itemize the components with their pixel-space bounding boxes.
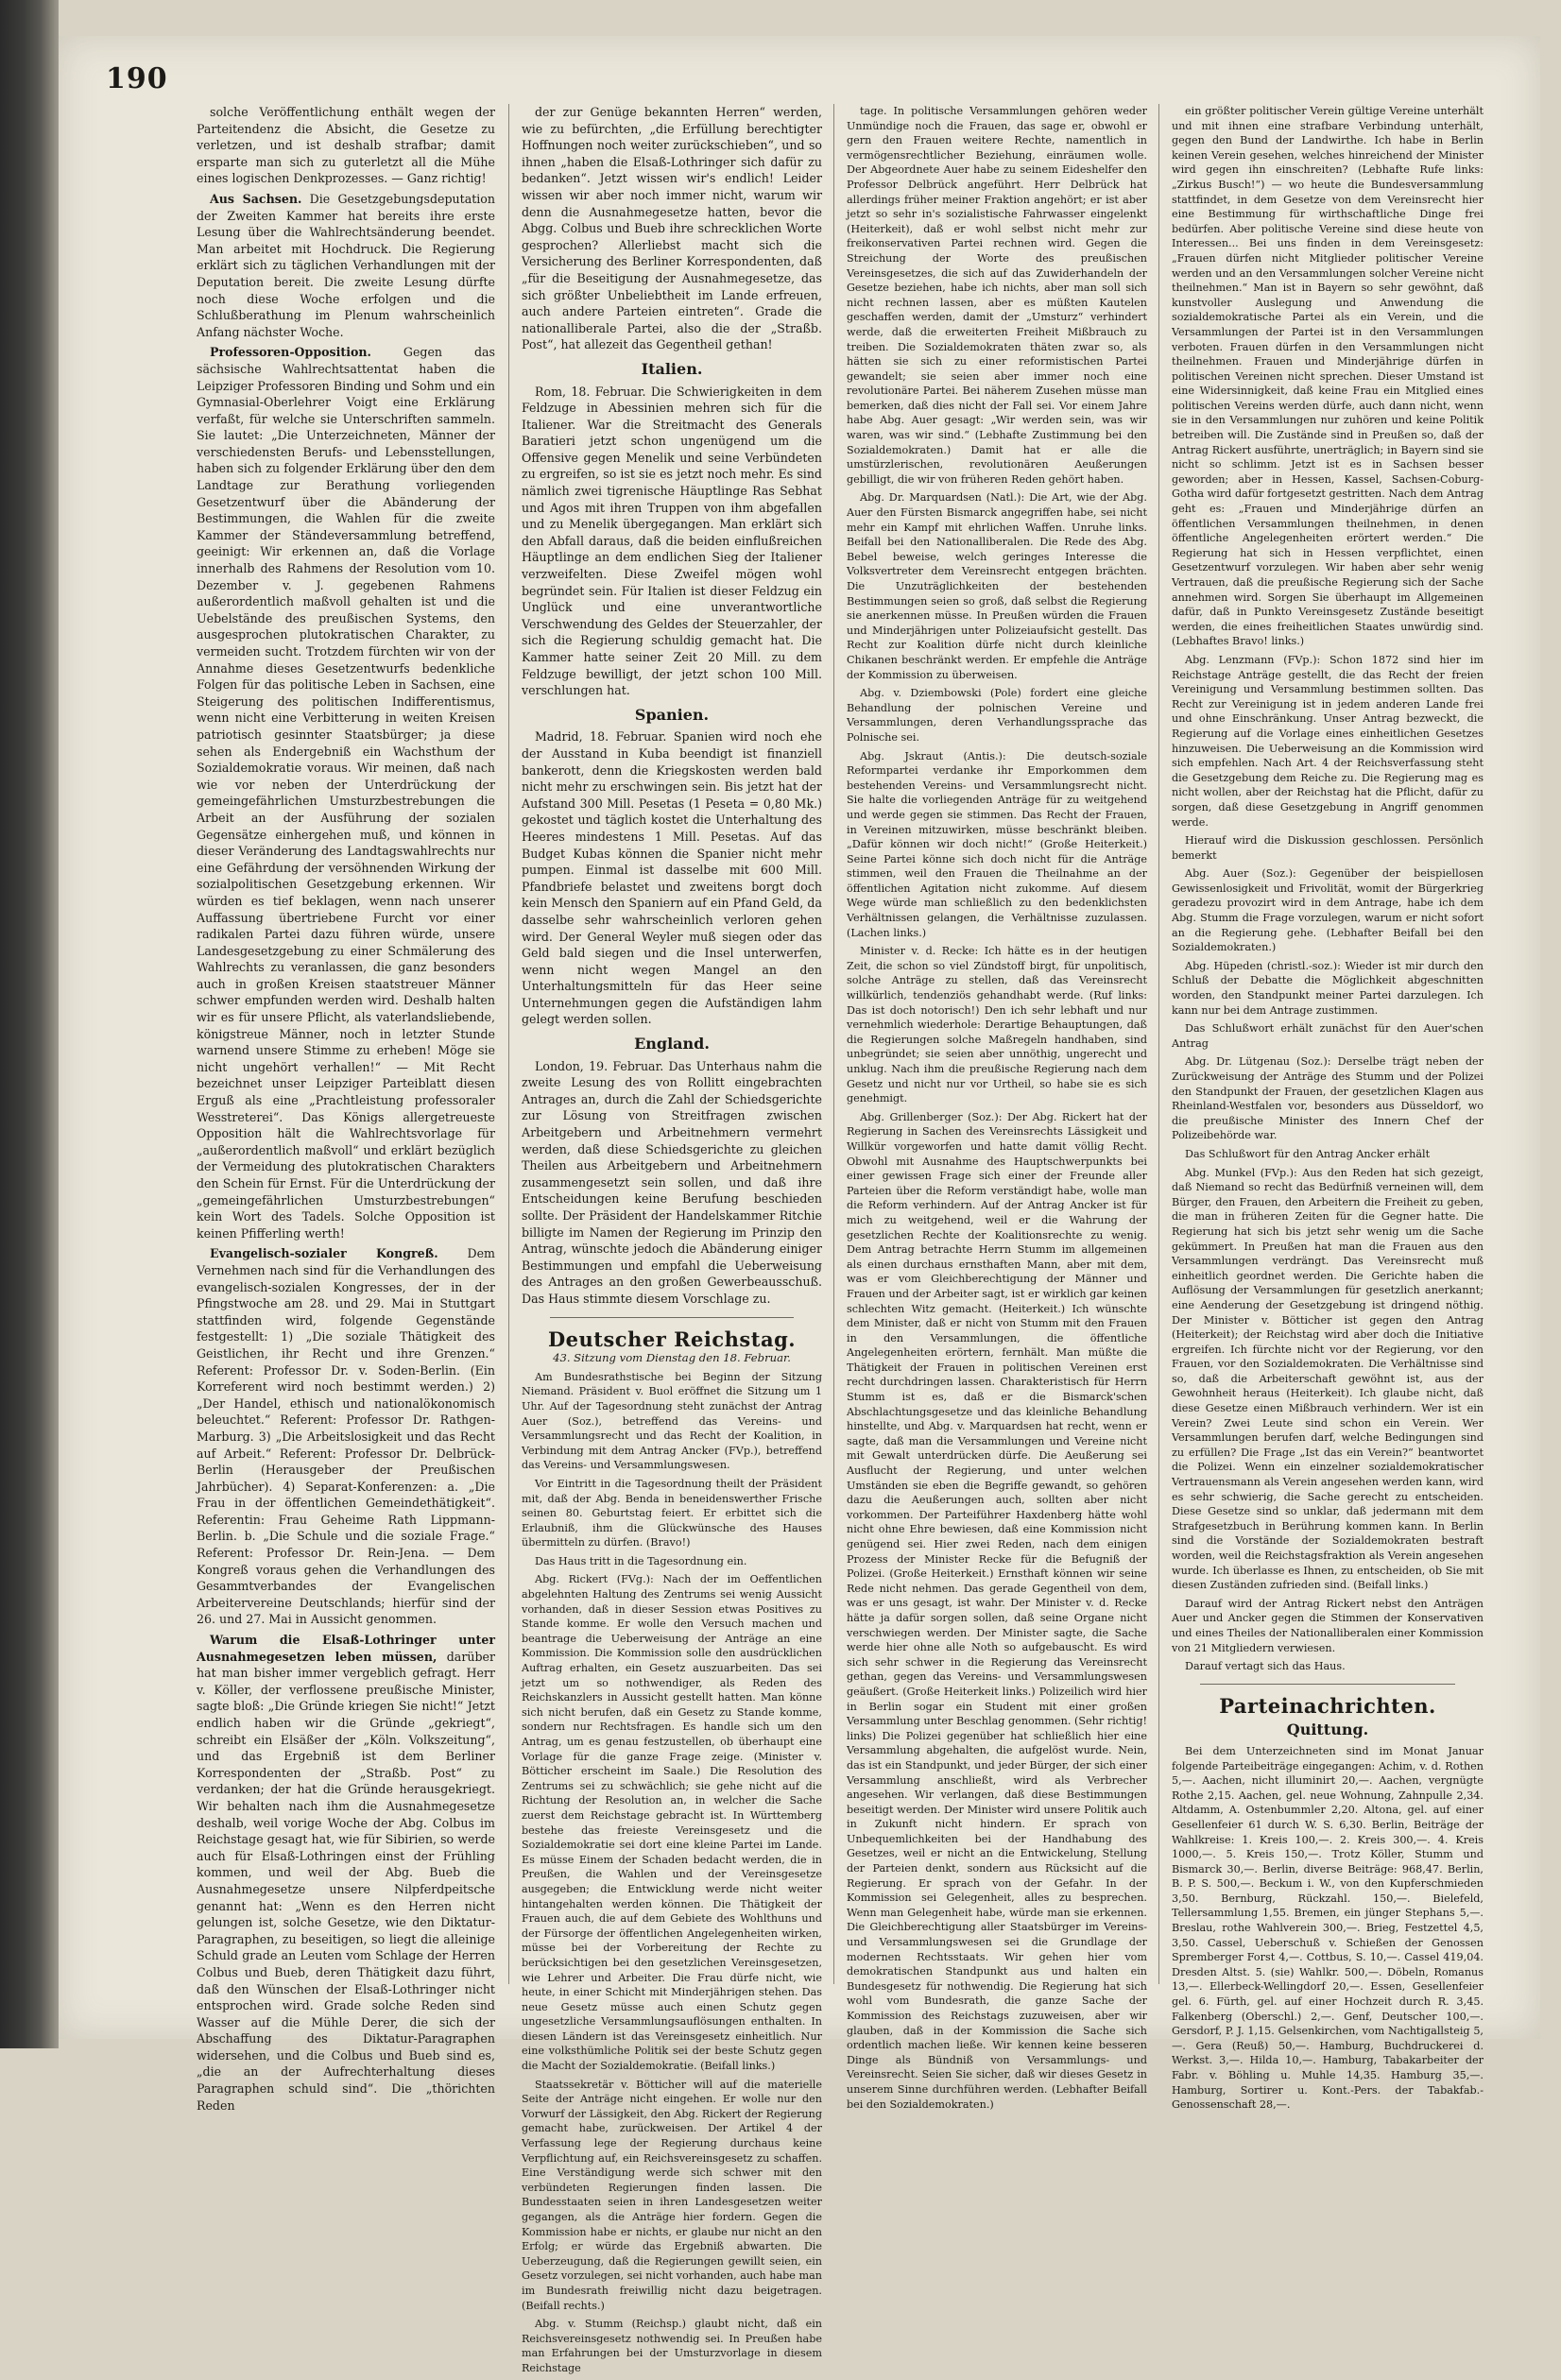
report-text: Abg. v. Stumm (Reichsp.) glaubt nicht, daß ein Reichsvereinsgesetz nothwendig sei. In Preußen habe man Erfahrungen bei der Umsturzvorlage in diesem Reichstage [522, 2318, 822, 2374]
report-text: Vor Eintritt in die Tagesordnung theilt der Präsident mit, daß der Abg. Benda in beneidenswerther Frische seinen 80. Geburtstag feiert. Er erbittet sich die Erlaubniß, ihm die Glückwünsche des Hauses übermitteln zu dürfen. (Bravo!) [522, 1477, 822, 1550]
article [197, 1245, 495, 1628]
column-rule [508, 104, 509, 1984]
report-text: Abg. Grillenberger (Soz.): Der Abg. Rickert hat der Regierung in Sachen des Vereinsrechts Lässigkeit und Willkür vorgeworfen und hatte damit völlig Recht. Obwohl mit Ausnahme des Hauptschwerpunkts bei einer gewissen Frage sich einer der Freunde aller Parteien über die Reform verständigt habe, wolle man die Reform verhindern. Auf der Antrag Ancker ist für mich zu weitgehend, weil er die Wahrung der gesetzlichen Rechte der Koalitionsrechte zu wenig. Dem Antrag betrachte Herrn Stumm im allgemeinen als einen durchaus ernsthaften Mann, aber mit dem, was er vom Gleichberechtigung der Männer und Frauen und der Arbeiter sagt, ist er wirklich gar keinen schlechten Witz gemacht. (Heiterkeit.) Ich wünschte dem Minister, daß er nicht von Stumm mit den Frauen in den Versammlungen, die öffentliche Angelegenheiten erörtern, fernhält. Man müßte die Thätigkeit der Frauen in politischen Vereinen erst recht durchdringen lassen. Charakteristisch für Herrn Stumm ist es, daß er die Bismarck'schen Abschlachtungsgesetze und das kleinliche Behandlung hinstellte, und Abg. v. Marquardsen hat recht, wenn er sagte, daß man die Versammlungen und Vereine nicht mit Gewalt unterdrücken dürfe. Die Aeußerung sei Ausflucht der Regierung, und unter welchen Umständen sie eben die Begriffe gewandt, so gehören dazu die Aeußerungen auch, sollten aber nicht vorkommen. Der Parteiführer Haxdenberg hätte wohl nicht ohne Ehre bewiesen, daß eine Kommission nicht genügend sei. Hier zwei Reden, nach dem einigen Prozess der Minister Recke für die Befugniß der Polizei. (Große Heiterkeit.) Ernsthaft können wir seine Rede nicht nehmen. Das gerade Gegentheil von dem, was er uns gesagt, ist wahr. Der Minister v. d. Recke hätte ja dafür sorgen sollen, daß seine Organe nicht verschwiegen werden. Der Minister sagte, die Sache werde hier ohne alle Noth so aufgebauscht. Es wird sich sehr schwer in die Regierung das Vereinsrecht gethan, gegen das Vereins- und Versammlungswesen geäußert. (Große Heiterkeit links.) Polizeilich wird hier in Berlin sogar ein Student mit einer großen Versammlung unter Beschlag genommen. (Sehr richtig! links) Die Polizei gegenüber hat schließlich hier eine Versammlung abgehalten, die aufgelöst wurde. Nein, das ist ein Standpunkt, und jeder Bürger, der sich einer Versammlung anschließt, wird als Verbrecher angesehen. Wir verlangen, daß diese Bestimmungen beseitigt werden. Der Minister wird unsere Politik auch in Zukunft nicht hindern. Er sprach von Unbequemlichkeiten bei der Handhabung des Gesetzes, weil er nicht an die Entwickelung, Stellung der Parteien denkt, sondern aus Rücksicht auf die Regierung. Er sprach von der Gefahr. In der Kommission sei Gelegenheit, alles zu besprechen. Wenn man Gelegenheit habe, würde man sie erkennen. Die Gleichberechtigung aller Staatsbürger im Vereins- und Versammlungswesen sei die Grundlage der modernen Rechtsstaats. Wir gehen hier vom demokratischen Standpunkt aus und halten ein Bundesgesetz für nothwendig. Die Regierung hat sich wohl vom Bundesrath, die ganze Sache der Kommission des Reichstags zuzuweisen, aber wir glauben, daß in der Kommission die Sache sich ordentlich machen ließe. Wir kennen keine besseren Dinge als Bündniß von Versammlungs- und Vereinsrecht. Seien Sie sicher, daß wir dieses Gesetz in unserem Sinne durchführen werden. (Lebhafter Beifall bei den Sozialdemokraten.) [847, 1110, 1147, 2111]
book-binding [0, 0, 59, 2048]
report-text: Darauf vertagt sich das Haus. [1185, 1660, 1346, 1673]
report-text: Das Haus tritt in die Tagesordnung ein. [535, 1554, 747, 1567]
section-divider [1200, 1684, 1455, 1685]
page-number: 190 [106, 62, 168, 95]
report-text: Das Schlußwort erhält zunächst für den Auer'schen Antrag [1172, 1022, 1484, 1050]
column-3 [847, 104, 1147, 2115]
article [197, 191, 495, 340]
report-text: Das Schlußwort für den Antrag Ancker erhält [1185, 1147, 1431, 1160]
article-heading: Warum die Elsaß-Lothringer unter Ausnahmegesetzen leben müssen, [197, 1633, 495, 1664]
article-heading: Aus Sachsen. [210, 191, 302, 206]
section-heading-italien: Italien. [641, 359, 703, 378]
article-heading: Professoren-Opposition. [210, 345, 371, 360]
article-text: solche Veröffentlichung enthält wegen der Parteitendenz die Absicht, die Gesetze zu verletzen, und ist deshalb strafbar; damit ersparte man sich zu guterletzt all die Mühe eines logischen Denkprozesses. — Ganz richtig! [197, 105, 495, 186]
article [197, 344, 495, 1241]
session-line: 43. Sitzung vom Dienstag den 18. Februar. [553, 1351, 791, 1365]
report-text: Abg. Munkel (FVp.): Aus den Reden hat sich gezeigt, daß Niemand so recht das Bedürfniß verneinen will, dem Bürger, den Frauen, den Arbeitern die Freiheit zu geben, die man in früheren Zeiten für die Gegner hatte. Die Regierung hat sich bis jetzt sehr wenig um die Sache gekümmert. In Preußen hat man die Frauen aus den Versammlungen verdrängt. Das Vereinsrecht muß einheitlich geordnet werden. Die Gerichte haben die Auflösung der Versammlungen für gesetzlich anerkannt; eine Aenderung der Gesetzgebung ist dringend nöthig. Der Minister v. Bötticher ist gegen den Antrag (Heiterkeit); der Reichstag wird aber doch die Initiative ergreifen. Ich fürchte nicht vor der Regierung, vor den Frauen, vor den Sozialdemokraten. Die Verhältnisse sind so, daß die Arbeiterschaft gewöhnt ist, aus der Gewohnheit heraus (Heiterkeit). Ich glaube nicht, daß diese Gesetze einen Mißbrauch verhindern. Wer ist ein Verein? Zwei Leute sind schon ein Verein. Wer Versammlungen berufen darf, welche Bedingungen sind zu erfüllen? Die Frage „Ist das ein Verein?“ beantwortet die Polizei. Wenn ein einzelner sozialdemokratischer Vertrauensmann als Verein angesehen werden kann, wird es sehr schwierig, die Sache gerecht zu entscheiden. Diese Gesetze sind so unklar, daß jedermann mit dem Strafgesetzbuch in Berührung kommen kann. In Berlin sind die Vorstände der Sozialdemokraten bestraft worden, weil die Reichstagsfraktion als Verein angesehen wurde. Ich überlasse es Ihnen, zu entscheiden, ob Sie mit diesen Zuständen zufrieden sind. (Beifall links.) [1172, 1166, 1484, 1592]
article [197, 1632, 495, 2114]
section-heading-england: England. [634, 1035, 710, 1053]
column-rule [1158, 104, 1159, 1984]
column-1 [197, 104, 495, 2117]
report-text: Hierauf wird die Diskussion geschlossen. Persönlich bemerkt [1172, 834, 1484, 862]
receipt-title: Quittung. [1286, 1721, 1369, 1739]
column-rule [833, 104, 834, 1984]
report-text: ein größter politischer Verein gültige Vereine unterhält und mit ihnen eine strafbare Verbindung unterhält, gegen den Bund der Landwirthe. Ich habe in Berlin keinen Verein gesehen, welches hinreichend der Minister wird gegen ihn einschreiten? (Lebhafte Rufe links: „Zirkus Busch!“) — wo heute die Bundesversammlung stattfindet, in dem Gesetze von dem Vereinsrecht hier eine Bestimmung für wirthschaftliche Dinge frei bedürfen. Aber politische Vereine sind diese heute von Interessen... Bei uns finden in dem Vereinsgesetz: „Frauen dürfen nicht Mitglieder politischer Vereine werden und an den Versammlungen solcher Vereine nicht theilnehmen.“ Man ist in Bayern so sehr gewöhnt, daß kunstvoller Auslegung und Anwendung die sozialdemokratische Partei als ein Verein, und die Versammlungen der Partei ist in den Versammlungen verboten. Frauen dürfen in den Versammlungen nicht theilnehmen. Frauen und Minderjährige dürfen in politischen Vereinen nicht sprechen. Dieser Umstand ist eine Widersinnigkeit, daß keine Frau ein Mitglied eines politischen Vereins werden dürfe, auch dann nicht, wenn sie in den Versammlungen nur zuhören und keine Politik betreiben will. Die Zustände sind in Preußen so, daß der Antrag Rickert ausführte, unerträglich; in Bayern sind sie nicht so schlimm. Jetzt ist es in Sachsen besser geworden; aber in Hessen, Kassel, Sachsen-Coburg-Gotha wird dafür fortgesetzt gestritten. Nach dem Antrag geht es: „Frauen und Minderjährige dürfen an öffentlichen Versammlungen theilnehmen, in denen öffentliche Angelegenheiten erörtert werden.“ Die Regierung hat sich in Hessen verpflichtet, einen Gesetzentwurf vorzulegen. Wir haben aber sehr wenig Vertrauen, daß die preußische Regierung sich der Sache annehmen wird. Sorgen Sie überhaupt im Allgemeinen dafür, daß in Punkto Vereinsgesetz Zustände beseitigt werden, die eines freiheitlichen Staates unwürdig sind. (Lebhaftes Bravo! links.) [1172, 105, 1484, 648]
receipt-list [1172, 1744, 1484, 2113]
report-text: Abg. v. Dziembowski (Pole) fordert eine gleiche Behandlung der polnischen Vereine und Versammlungen, deren Verhandlungssprache das Polnische sei. [847, 687, 1147, 744]
reichstag-report [522, 1351, 822, 2375]
article-text: Gegen das sächsische Wahlrechtsattentat haben die Leipziger Professoren Binding und Sohm und ein Gymnasial-Oberlehrer Voigt eine Erklärung verfaßt, für welche sie Unterschriften sammeln. Sie lautet: „Die Unterzeichneten, Männer der verschiedensten Berufs- und Lebensstellungen, haben sich zu folgender Erklärung über den dem Landtage zur Berathung vorliegenden Gesetzentwurf über die Abänderung der Bestimmungen, die Wahlen für die zweite Kammer der Ständeversammlung betreffend, geeinigt: Wir erkennen an, daß die Vorlage innerhalb des Rahmens der Resolution vom 10. Dezember v. J. gegebenen Rahmens außerordentlich maßvoll gehalten ist und die Uebelstände des preußischen Systems, den ausgesprochen plutokratischen Charakter, zu vermeiden sucht. Trotzdem fürchten wir von der Annahme dieses Gesetzentwurfs bedenkliche Folgen für das politische Leben in Sachsen, eine Steigerung des politischen Indifferentismus, wenn nicht eine Verbitterung in weiten Kreisen patriotisch gesinnter Staatsbürger; ja diese sehen als Endergebniß ein Wachsthum der Sozialdemokratie voraus. Wir meinen, daß nach wie vor neben der Unterdrückung der gemeingefährlichen Umsturzbestrebungen die Arbeit an der Ausführung der sozialen Gegensätze einhergehen muß, und können in dieser Veränderung des Landtagswahlrechts nur eine Gefährdung der versöhnenden Wirkung der sozialpolitischen Gesetzgebung erkennen. Wir würden es tief beklagen, wenn nach unserer Auffassung übertriebene Furcht vor einer radikalen Partei dazu führen würde, unsere Landesgesetzgebung zu einer Schmälerung des Wahlrechts zu veranlassen, die ganz besonders auch in großen Kreisen staatstreuer Männer schwer empfunden werden wird. Deshalb halten wir es für unsere Pflicht, als vaterlandsliebende, königstreue Männer, noch in letzter Stunde warnend unsere Stimme zu erheben! Möge sie nicht ungehört verhallen!“ — Mit Recht bezeichnet unser Leipziger Parteiblatt diesen Erguß als eine „Prachtleistung professoraler Wesstreterei“. Das Königs allergetreueste Opposition hält die Wahlrechtsvorlage für „außerordentlich maßvoll“ und erklärt bezüglich der Vermeidung des plutokratischen Charakters den Schein für Ernst. Für die Unterdrückung der „gemeingefährlichen Umsturzbestrebungen“ kein Wort des Tadels. Solche Opposition ist keinen Pfifferling werth! [197, 345, 495, 1241]
reichstag-title: Deutscher Reichstag. [547, 1327, 797, 1351]
article-heading: Evangelisch-sozialer Kongreß. [210, 1246, 438, 1261]
article-text: London, 19. Februar. Das Unterhaus nahm die zweite Lesung des von Rollitt eingebrachten Antrages an, durch die Zahl der Schiedsgerichte zur Lösung von Streitfragen zwischen Arbeitgebern und Arbeitnehmern vermehrt werden, daß diese Schiedsgerichte zu gleichen Theilen aus Arbeitgebern und Arbeitnehmern zusammengesetzt sein sollen, und daß ihre Entscheidungen keine Berufung beschieden sollte. Der Präsident der Handelskammer Ritchie billigte im Namen der Regierung im Prinzip den Antrag, wünschte jedoch die Abänderung einiger Bestimmungen und empfahl die Ueberweisung des Antrages an den großen Gewerbeausschuß. Das Haus stimmte diesem Vorschlage zu. [522, 1058, 822, 1306]
article-text: Die Gesetzgebungsdeputation der Zweiten Kammer hat bereits ihre erste Lesung über die Wahlrechtsänderung beendet. Man arbeitet mit Hochdruck. Die Regierung erklärt sich zu täglichen Verhandlungen mit der Deputation bereit. Die zweite Lesung dürfte noch diese Woche erfolgen und die Schlußberathung im Plenum wahrscheinlich Anfang nächster Woche. [197, 191, 495, 339]
article-text: Rom, 18. Februar. Die Schwierigkeiten in dem Feldzuge in Abessinien mehren sich für die Italiener. War die Streitmacht des Generals Baratieri jetzt schon ungenügend um die Offensive gegen Menelik und seine Verbündeten zu ergreifen, so ist sie es jetzt noch mehr. Es sind nämlich zwei tigrenische Häuptlinge Ras Sebhat und Agos mit ihren Truppen von ihm abgefallen und zu Menelik übergegangen. Man erklärt sich den Abfall daraus, daß die beiden einflußreichen Häuptlinge an dem endlichen Sieg der Italiener verzweifelten. Diese Zweifel mögen wohl begründet sein. Für Italien ist dieser Feldzug ein Unglück und eine unverantwortliche Verschwendung des Geldes der Steuerzahler, der sich die Regierung schuldig gemacht hat. Die Kammer hatte seiner Zeit 20 Mill. zu dem Feldzuge bewilligt, der jetzt schon 100 Mill. verschlungen hat. [522, 384, 822, 698]
report-text: Abg. Dr. Marquardsen (Natl.): Die Art, wie der Abg. Auer den Fürsten Bismarck angegriffen habe, sei nicht mehr ein Kampf mit ehrlichen Waffen. Unruhe links. Beifall bei den Nationalliberalen. Die Rede des Abg. Bebel beweise, welch geringes Interesse die Volksvertreter dem Vereinsrecht entgegen brächten. Die Unzuträglichkeiten der bestehenden Bestimmungen seien so groß, daß selbst die Regierung sie anerkennen müsse. In Preußen würden die Frauen und Minderjährigen unter Polizeiaufsicht gestellt. Das Recht zur Koalition dürfe nicht durch kleinliche Chikanen beschränkt werden. Er empfehle die Anträge der Kommission zu überweisen. [847, 491, 1147, 681]
column-2 [522, 104, 822, 2380]
report-text: Minister v. d. Recke: Ich hätte es in der heutigen Zeit, die schon so viel Zündstoff birgt, für unpolitisch, solche Anträge zu stellen, daß das Vereinsrecht willkürlich, tendenziös gehandhabt werde. (Ruf links: Das ist doch notorisch!) Den ich sehr lebhaft und nur vernehmlich wiederhole: Derartige Behauptungen, daß die Regierungen solche Maßregeln handhaben, sind unbegründet; sie seien aber unnöthig, ungerecht und unklug. Nach ihm die preußische Regierung nach dem Gesetz und nicht nur vor Urtheil, so habe sie es sich genehmigt. [847, 945, 1147, 1105]
report-text: Abg. Auer (Soz.): Gegenüber der beispiellosen Gewissenlosigkeit und Frivolität, womit der Bürgerkrieg geradezu provozirt wird in dem Antrage, habe ich dem Abg. Stumm die Frage vorzulegen, warum er nicht sofort an die Regierung gehe. (Lebhafter Beifall bei den Sozialdemokraten.) [1172, 867, 1484, 954]
report-text: Abg. Rickert (FVg.): Nach der im Oeffentlichen abgelehnten Haltung des Zentrums sei wenig Aussicht vorhanden, daß in dieser Session etwas Positives zu Stande komme. Er wolle den Versuch machen und beantrage die Ueberweisung der Anträge an eine Kommission. Die Kommission solle den ausdrücklichen Auftrag erhalten, ein Gesetz auszuarbeiten. Das sei jetzt um so nothwendiger, als Reden des Reichskanzlers in Aussicht gestellt hatten. Man könne sich nicht berufen, daß ein Gesetz zu Stande komme, sondern nur Rechtsfragen. Es handle sich um den Antrag, um es genau festzustellen, ob überhaupt eine Vorlage für die ganze Frage zeige. (Minister v. Bötticher erscheint im Saale.) Die Resolution des Zentrums sei zu schwächlich; sie gehe nicht auf die Richtung der Resolution an, in welcher die Sache zuerst dem Reichstage gebracht ist. In Württemberg bestehe das freieste Vereinsgesetz und die Sozialdemokratie sei dort eine kleine Partei im Lande. Es müsse Einem der Schaden bedacht werden, die in Preußen, die Wahlen und der Vereinsgesetze ausgegeben; die Entwicklung werde nicht weiter hintangehalten werden können. Die Thätigkeit der Frauen auch, die auf dem Gebiete des Wohlthuns und der Fürsorge der öffentlichen Angelegenheiten wirken, müsse bei der Vorbereitung der Rechte zu berücksichtigen bei den gesetzlichen Vereinsgesetzen, wie Lehrer und Arbeiter. Die Frau dürfe nicht, wie heute, in einer Schicht mit Minderjährigen stehen. Das neue Gesetz müsse auch einen Schutz gegen ungesetzliche Versammlungsauflösungen enthalten. In diesen Ländern ist das Vereinsgesetz einheitlich. Nur eine volksthümliche Politik sei der beste Schutz gegen die Macht der Sozialdemokratie. (Beifall links.) [522, 1573, 822, 2073]
report-text: Abg. Lenzmann (FVp.): Schon 1872 sind hier im Reichstage Anträge gestellt, die das Recht der freien Vereinigung und Versammlung bestimmen sollten. Das Recht zur Vereinigung ist in jedem anderen Lande frei und ohne Einschränkung. Unser Antrag bezweckt, die Regierung auf die Vorlage eines einheitlichen Gesetzes hinzuweisen. Die Ueberweisung an die Kommission wird sich empfehlen. Nach Art. 4 der Reichsverfassung steht die Gesetzgebung dem Reiche zu. Die Regierung mag es nicht wollen, aber der Reichstag hat die Pflicht, dafür zu sorgen, daß diese Gesetzgebung in Angriff genommen werde. [1172, 653, 1484, 829]
report-text: Darauf wird der Antrag Rickert nebst den Anträgen Auer und Ancker gegen die Stimmen der Konservativen und eines Theiles der Nationalliberalen einer Kommission von 21 Mitgliedern verwiesen. [1172, 1597, 1484, 1654]
article-text: Dem Vernehmen nach sind für die Verhandlungen des evangelisch-sozialen Kongresses, der in der Pfingstwoche am 28. und 29. Mai in Stuttgart stattfinden wird, folgende Gegenstände festgestellt: 1) „Die soziale Thätigkeit des Geistlichen, ihr Recht und ihre Grenzen.“ Referent: Professor Dr. v. Soden-Berlin. (Ein Korreferent wird noch bestimmt werden.) 2) „Der Handel, ethisch und nationalökonomisch beleuchtet.“ Referent: Professor Dr. Rathgen-Marburg. 3) „Die Arbeitslosigkeit und das Recht auf Arbeit.“ Referent: Professor Dr. Delbrück-Berlin (Herausgeber der Preußischen Jahrbücher). 4) Separat-Konferenzen: a. „Die Frau in der öffentlichen Gemeindethätigkeit“. Referentin: Frau Geheime Rath Lippmann-Berlin. b. „Die Schule und die soziale Frage.“ Referent: Professor Dr. Rein-Jena. — Dem Kongreß voraus gehen die Verhandlungen des Gesammtverbandes der Evangelischen Arbeitervereine Deutschlands; hierfür sind der 26. und 27. Mai in Aussicht genommen. [197, 1246, 495, 1627]
column-4 [1172, 104, 1484, 2116]
article-text: darüber hat man bisher immer vergeblich gefragt. Herr v. Köller, der verflossene preußische Minister, sagte bloß: „Die Gründe kriegen Sie nicht!“ Jetzt endlich haben wir die Gründe „gekriegt“, schreibt ein Elsäßer der „Köln. Volkszeitung“, und das Ergebniß ist dem Berliner Korrespondenten der „Straßb. Post“ zu verdanken; der hat die Gründe herausgekriegt. Wir behalten nach ihm die Ausnahmegesetze deshalb, weil vorige Woche der Abg. Colbus im Reichstage gesagt hat, wie für Sibirien, so werde auch für Elsaß-Lothringen einst der Frühling kommen, und weil der Abg. Bueb die Ausnahmegesetze unsere Nilpferdpeitsche genannt hat: „Wenn es den Herren nicht gelungen ist, solche Gesetze, wie den Diktatur-Paragraphen, zu beseitigen, so liegt die alleinige Schuld grade an Leuten vom Schlage der Herren Colbus und Bueb, deren Thätigkeit dazu führt, daß den Wünschen der Elsaß-Lothringer nicht entsprochen wird. Grade solche Reden sind Wasser auf die Mühle Derer, die sich der Abschaffung des Diktatur-Paragraphen widersehen, und die Colbus und Bueb sind es, „die an der Aufrechterhaltung dieses Paragraphen schuld sind“. Die „thörichten Reden [197, 1649, 495, 2113]
section-heading-spanien: Spanien. [634, 705, 710, 724]
section-divider [550, 1317, 794, 1318]
report-text: Abg. Hüpeden (christl.-soz.): Wieder ist mir durch den Schluß der Debatte die Möglichkeit abgeschnitten worden, den Standpunkt meiner Partei darzulegen. Ich kann nur bei dem Antrage zustimmen. [1172, 959, 1484, 1017]
receipt-text: Bei dem Unterzeichneten sind im Monat Januar folgende Parteibeiträge eingegangen: Achim, v. d. Rothen 5,—. Aachen, nicht illuminirt 20,—. Aachen, vergnügte Rothe 2,15. Aachen, gel. neue Wohnung, Zahnpulle 2,34. Altdamm, A. Ostenbummler 2,20. Altona, gel. auf einer Gesellenfeier 61 durch W. S. 6,30. Berlin, Beiträge der Wahlkreise: 1. Kreis 100,—. 2. Kreis 300,—. 4. Kreis 1000,—. 5. Kreis 150,—. Trotz Köller, Stumm und Bismarck 30,—. Berlin, diverse Beiträge: 968,47. Berlin, B. P. S. 500,—. Beckum i. W., von den Kupferschmieden 3,50. Bernburg, Rückzahl. 150,—. Bielefeld, Tellersammlung 1,55. Bremen, ein jünger Stephans 5,—. Breslau, rothe Wahlverein 300,—. Brieg, Festzettel 4,5, 3,50. Cassel, Ueberschuß v. Schießen der Genossen Spremberger Forst 4,—. Cottbus, S. 10,—. Cassel 419,04. Dresden Altst. 5. (sie) Wahlkr. 500,—. Döbeln, Romanus 13,—. Ellerbeck-Wellingdorf 20,—. Essen, Gesellenfeier gel. 6. Fürth, gel. auf einer Hochzeit durch R. 3,45. Falkenberg (Oberschl.) 2,—. Genf, Deutscher 100,—. Gersdorf, P. J. 1,15. Gelsenkirchen, vom Nachtigallsteig 5,—. Gera (Reuß) 50,—. Hamburg, Buchdruckerei d. Werkst. 3,—. Hilda 10,—. Hamburg, Tabakarbeiter der Fabr. v. Böhling u. Muhle 14,35. Hamburg 35,—. Hamburg, Sortirer u. Kont.-Pers. der Tabakfab.-Genossenschaft 28,—. [1172, 1744, 1484, 2112]
article-text: Madrid, 18. Februar. Spanien wird noch ehe der Ausstand in Kuba beendigt ist finanziell bankerott, denn die Kriegskosten werden bald nicht mehr zu erschwingen sein. Bis jetzt hat der Aufstand 300 Mill. Pesetas (1 Peseta = 0,80 Mk.) gekostet und täglich kostet die Unterhaltung des Heeres mindestens 1 Mill. Pesetas. Auf das Budget Kubas können die Spanier nicht mehr pumpen. Einmal ist dasselbe mit 600 Mill. Pfandbriefe belastet und zweitens borgt doch kein Mensch den Spaniern auf ein Pfand Geld, da dasselbe sehr wahrscheinlich verloren gehen wird. Der General Weyler muß siegen oder das Geld bald siegen und die Insel unterwerfen, wenn nicht wegen Mangel an den Unterhaltungsmitteln für das Heer seine Unternehmungen gegen die Aufständigen lahm gelegt werden sollen. [522, 729, 822, 1027]
report-text: Am Bundesrathstische bei Beginn der Sitzung Niemand. Präsident v. Buol eröffnet die Sitzung um 1 Uhr. Auf der Tagesordnung steht zunächst der Antrag Auer (Soz.), betreffend das Vereins- und Versammlungsrecht und das Recht der Koalition, in Verbindung mit dem Antrag Ancker (FVp.), betreffend das Vereins- und Versammlungswesen. [522, 1370, 822, 1472]
party-news-title: Parteinachrichten. [1219, 1693, 1436, 1718]
reichstag-report-continued [1172, 104, 1484, 1674]
report-text: Abg. Jskraut (Antis.): Die deutsch-soziale Reformpartei verdanke ihr Emporkommen dem bestehenden Vereins- und Versammlungsrecht nicht. Sie halte die vorliegenden Anträge für zu weitgehend und werde gegen sie stimmen. Das Recht der Frauen, in Vereinen mitzuwirken, müsse beschränkt bleiben. „Dafür können wir doch nicht!“ (Große Heiterkeit.) Seine Partei könne sich doch nicht für die Anträge stimmen, weil den Frauen die Theilnahme an der öffentlichen Agitation nicht zukomme. Auf diesem Wege würde man schließlich zu den bedenklichsten Verhältnissen gelangen, die Verhältnisse zuzulassen. (Lachen links.) [847, 749, 1147, 939]
report-text: Staatssekretär v. Bötticher will auf die materielle Seite der Anträge nicht eingehen. Er wolle nur den Vorwurf der Lässigkeit, den Abg. Rickert der Regierung gemacht habe, zurückweisen. Der Artikel 4 der Verfassung lege der Regierung durchaus keine Verpflichtung auf, ein Reichsvereinsgesetz zu schaffen. Eine Verständigung werde sich schwer mit den verbündeten Regierungen finden lassen. Die Bundesstaaten seien in ihren Landesgesetzen weiter gegangen, als die Anträge hier fordern. Gegen die Kommission habe er nichts, er glaube nur nicht an den Erfolg; er würde das Ergebniß abwarten. Die Ueberzeugung, daß die Regierungen gewillt seien, ein Gesetz vorzulegen, sei nicht vorhanden, auch habe man im Bundesrath freiwillig nicht dazu beigetragen. (Beifall rechts.) [522, 2078, 822, 2312]
report-text: tage. In politische Versammlungen gehören weder Unmündige noch die Frauen, das sage er, obwohl er gern den Frauen weitere Rechte, namentlich in vermögensrechtlicher Beziehung, einräumen wolle. Der Abgeordnete Auer habe zu seinem Eideshelfer den Professor Delbrück angeführt. Herr Delbrück hat allerdings früher meiner Fraktion angehört; er ist aber jetzt so sehr in's sozialistische Fahrwasser eingelenkt (Heiterkeit), daß er wohl selbst nicht mehr zur freikonservativen Partei rechnen wird. Gegen die Streichung der Worte des preußischen Vereinsgesetzes, die sich auf das Zuwiderhandeln der Gesetze beziehen, habe ich nichts, aber man soll sich nicht rechnen lassen, aber es müßten Kautelen geschaffen werden, damit der „Umsturz“ verhindert werde, daß die erweiterten Freiheit Mißbrauch zu treiben. Die Sozialdemokraten thäten zwar so, als hätten sie sich zu einer reformistischen Partei gewandelt; sie seien aber immer noch eine revolutionäre Partei. Bei näherem Zusehen müsse man bemerken, daß dies nicht der Fall sei. Vor einem Jahre habe Abg. Auer gesagt: „Wir werden sein, was wir waren, was wir sind.“ (Lebhafte Zustimmung bei den Sozialdemokraten.) Damit hat er alle die umstürzlerischen, revolutionären Aeußerungen gebilligt, die wir von früheren Reden gehört haben. [847, 105, 1147, 486]
report-text: Abg. Dr. Lütgenau (Soz.): Derselbe trägt neben der Zurückweisung der Anträge des Stumm und der Polizei den Standpunkt der Frauen, der gesetzlichen Klagen aus Rheinland-Westfalen vor, besonders aus Düsseldorf, wo die preußische Minister des Innern Chef der Polizeibehörde war. [1172, 1055, 1484, 1142]
article-text: der zur Genüge bekannten Herren“ werden, wie zu befürchten, „die Erfüllung berechtigter Hoffnungen noch weiter zurückschieben“, und so ihnen „haben die Elsaß-Lothringer sich dafür zu bedanken“. Jetzt wissen wir's endlich! Leider wissen wir aber noch immer nicht, warum wir denn die Ausnahmegesetze hatten, bevor die Abgg. Colbus und Bueb ihre schrecklichen Worte gesprochen? Allerliebst macht sich die Versicherung des Berliner Korrespondenten, daß „für die Beseitigung der Ausnahmegesetze, das sich größter Unbeliebtheit im Lande erfreuen, auch andere Parteien eintreten“. Grade die nationalliberale Partei, also die der „Straßb. Post“, hat allezeit das Gegentheil gethan! [522, 105, 822, 352]
